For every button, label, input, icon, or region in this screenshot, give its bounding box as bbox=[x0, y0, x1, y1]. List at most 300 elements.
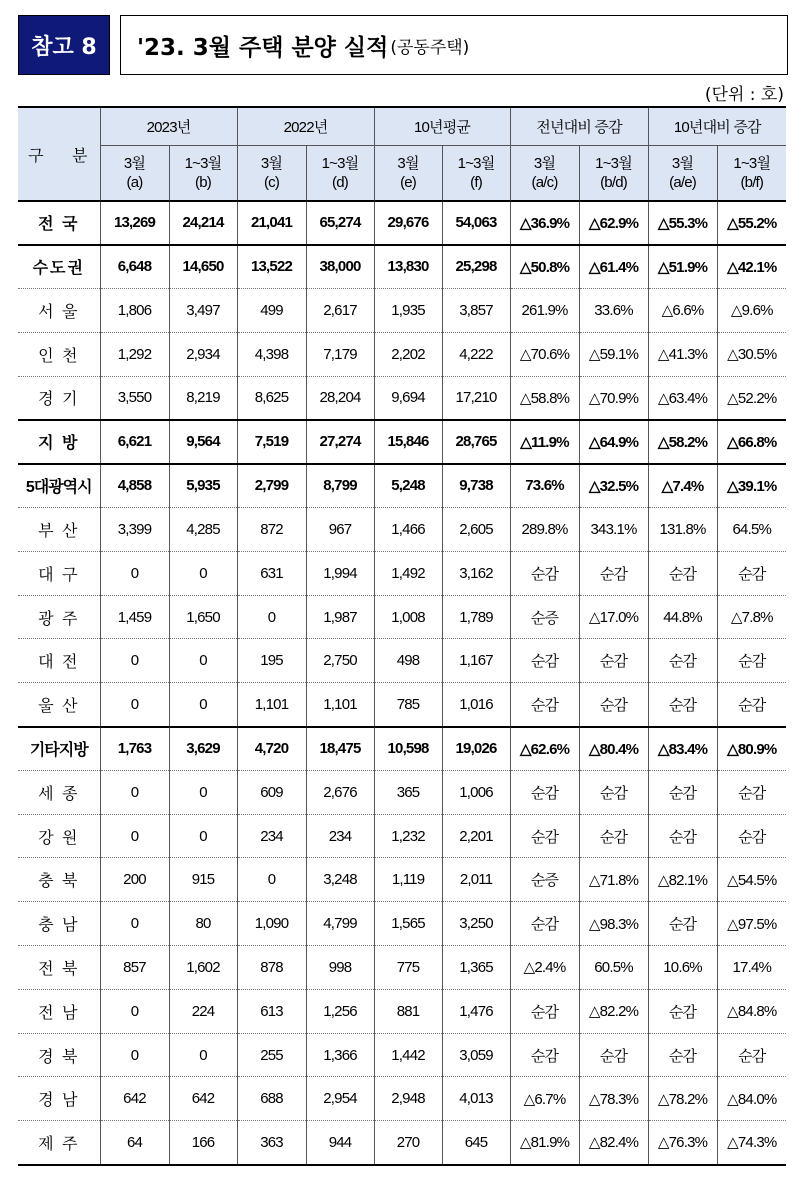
table-row bbox=[18, 1077, 786, 1121]
value-cell: 2,954 bbox=[306, 1077, 374, 1121]
subheader-period: 1~3월 bbox=[321, 154, 359, 172]
value-cell: △70.9% bbox=[579, 376, 648, 420]
region-label: 충 북 bbox=[18, 858, 100, 902]
value-cell: 3,250 bbox=[442, 902, 510, 946]
value-cell: 44.8% bbox=[648, 595, 717, 639]
subheader-cell bbox=[306, 145, 374, 201]
value-cell: 14,650 bbox=[169, 245, 237, 289]
subheader-code: (a/c) bbox=[531, 173, 558, 191]
value-cell: 순감 bbox=[510, 683, 579, 727]
value-cell: △52.2% bbox=[717, 376, 786, 420]
value-cell: 1,602 bbox=[169, 946, 237, 990]
value-cell: △11.9% bbox=[510, 420, 579, 464]
subheader-cell bbox=[717, 145, 786, 201]
value-cell: 642 bbox=[100, 1077, 169, 1121]
reference-badge: 참고 8 bbox=[18, 15, 110, 75]
subheader-period: 1~3월 bbox=[457, 154, 495, 172]
value-cell: 363 bbox=[237, 1121, 306, 1165]
value-cell: 19,026 bbox=[442, 727, 510, 771]
value-cell: 7,179 bbox=[306, 332, 374, 376]
value-cell: 60.5% bbox=[579, 946, 648, 990]
value-cell: △98.3% bbox=[579, 902, 648, 946]
value-cell: 24,214 bbox=[169, 201, 237, 245]
subheader-code: (e) bbox=[400, 173, 416, 191]
value-cell: 순감 bbox=[648, 814, 717, 858]
table-row bbox=[18, 201, 786, 245]
value-cell: 순감 bbox=[648, 683, 717, 727]
value-cell: △7.8% bbox=[717, 595, 786, 639]
value-cell: 4,222 bbox=[442, 332, 510, 376]
table-row bbox=[18, 332, 786, 376]
value-cell: 0 bbox=[237, 858, 306, 902]
region-label: 울 산 bbox=[18, 683, 100, 727]
value-cell: 순감 bbox=[510, 902, 579, 946]
value-cell: 1,256 bbox=[306, 989, 374, 1033]
value-cell: △66.8% bbox=[717, 420, 786, 464]
value-cell: 8,799 bbox=[306, 464, 374, 508]
value-cell: 1,119 bbox=[374, 858, 442, 902]
value-cell: 857 bbox=[100, 946, 169, 990]
value-cell: 3,629 bbox=[169, 727, 237, 771]
value-cell: 64.5% bbox=[717, 508, 786, 552]
subheader-period: 3월 bbox=[533, 154, 556, 172]
value-cell: 64 bbox=[100, 1121, 169, 1165]
table-body bbox=[18, 201, 786, 1165]
value-cell: △76.3% bbox=[648, 1121, 717, 1165]
table-row bbox=[18, 420, 786, 464]
value-cell: △9.6% bbox=[717, 289, 786, 333]
value-cell: 순감 bbox=[510, 814, 579, 858]
value-cell: 1,565 bbox=[374, 902, 442, 946]
value-cell: 9,738 bbox=[442, 464, 510, 508]
value-cell: 6,648 bbox=[100, 245, 169, 289]
value-cell: 순감 bbox=[648, 1033, 717, 1077]
page-title: '23. 3월 주택 분양 실적 bbox=[137, 34, 389, 61]
value-cell: 195 bbox=[237, 639, 306, 683]
subheader-code: (b/d) bbox=[600, 173, 627, 191]
value-cell: 38,000 bbox=[306, 245, 374, 289]
table-row bbox=[18, 902, 786, 946]
region-label: 강 원 bbox=[18, 814, 100, 858]
value-cell: 순감 bbox=[648, 551, 717, 595]
value-cell: 0 bbox=[100, 902, 169, 946]
value-cell: 순감 bbox=[717, 770, 786, 814]
value-cell: △71.8% bbox=[579, 858, 648, 902]
value-cell: △54.5% bbox=[717, 858, 786, 902]
value-cell: △80.4% bbox=[579, 727, 648, 771]
region-label: 충 남 bbox=[18, 902, 100, 946]
value-cell: △2.4% bbox=[510, 946, 579, 990]
value-cell: 1,987 bbox=[306, 595, 374, 639]
value-cell: 순감 bbox=[717, 683, 786, 727]
value-cell: 순감 bbox=[717, 639, 786, 683]
value-cell: 1,167 bbox=[442, 639, 510, 683]
subheader-cell bbox=[374, 145, 442, 201]
value-cell: 613 bbox=[237, 989, 306, 1033]
value-cell: 0 bbox=[100, 989, 169, 1033]
value-cell: △62.6% bbox=[510, 727, 579, 771]
value-cell: △82.1% bbox=[648, 858, 717, 902]
subheader-code: (b/f) bbox=[740, 173, 764, 191]
value-cell: △36.9% bbox=[510, 201, 579, 245]
group-header: 전년대비 증감 bbox=[510, 107, 648, 145]
value-cell: 5,248 bbox=[374, 464, 442, 508]
table-row bbox=[18, 289, 786, 333]
subheader-period: 1~3월 bbox=[733, 154, 771, 172]
value-cell: 688 bbox=[237, 1077, 306, 1121]
value-cell: 순감 bbox=[717, 1033, 786, 1077]
value-cell: 234 bbox=[237, 814, 306, 858]
value-cell: 1,101 bbox=[237, 683, 306, 727]
group-header: 2023년 bbox=[100, 107, 237, 145]
value-cell: △42.1% bbox=[717, 245, 786, 289]
value-cell: △63.4% bbox=[648, 376, 717, 420]
value-cell: 33.6% bbox=[579, 289, 648, 333]
value-cell: 73.6% bbox=[510, 464, 579, 508]
value-cell: 3,059 bbox=[442, 1033, 510, 1077]
subheader-cell bbox=[169, 145, 237, 201]
table-row bbox=[18, 245, 786, 289]
value-cell: 498 bbox=[374, 639, 442, 683]
value-cell: 915 bbox=[169, 858, 237, 902]
value-cell: △58.8% bbox=[510, 376, 579, 420]
value-cell: △62.9% bbox=[579, 201, 648, 245]
value-cell: △58.2% bbox=[648, 420, 717, 464]
value-cell: 28,204 bbox=[306, 376, 374, 420]
value-cell: △78.3% bbox=[579, 1077, 648, 1121]
value-cell: 순감 bbox=[579, 683, 648, 727]
value-cell: △78.2% bbox=[648, 1077, 717, 1121]
table-row bbox=[18, 595, 786, 639]
value-cell: 0 bbox=[237, 595, 306, 639]
value-cell: 13,269 bbox=[100, 201, 169, 245]
value-cell: 642 bbox=[169, 1077, 237, 1121]
value-cell: △97.5% bbox=[717, 902, 786, 946]
value-cell: 0 bbox=[100, 814, 169, 858]
table-row bbox=[18, 1033, 786, 1077]
value-cell: 27,274 bbox=[306, 420, 374, 464]
region-label: 전 북 bbox=[18, 946, 100, 990]
subheader-cell bbox=[100, 145, 169, 201]
region-label: 전 국 bbox=[18, 201, 100, 245]
value-cell: 54,063 bbox=[442, 201, 510, 245]
table-row bbox=[18, 1121, 786, 1165]
value-cell: 1,789 bbox=[442, 595, 510, 639]
value-cell: 순감 bbox=[510, 551, 579, 595]
value-cell: 순감 bbox=[717, 814, 786, 858]
subheader-cell bbox=[237, 145, 306, 201]
value-cell: 967 bbox=[306, 508, 374, 552]
value-cell: 4,799 bbox=[306, 902, 374, 946]
value-cell: △51.9% bbox=[648, 245, 717, 289]
value-cell: 1,006 bbox=[442, 770, 510, 814]
value-cell: 0 bbox=[169, 551, 237, 595]
table-row bbox=[18, 770, 786, 814]
value-cell: 4,720 bbox=[237, 727, 306, 771]
value-cell: 1,492 bbox=[374, 551, 442, 595]
value-cell: 순감 bbox=[579, 639, 648, 683]
row-header: 구 분 bbox=[18, 107, 100, 201]
table-row bbox=[18, 551, 786, 595]
value-cell: △74.3% bbox=[717, 1121, 786, 1165]
value-cell: 3,248 bbox=[306, 858, 374, 902]
value-cell: 4,398 bbox=[237, 332, 306, 376]
value-cell: 순감 bbox=[717, 551, 786, 595]
value-cell: 0 bbox=[100, 639, 169, 683]
value-cell: 80 bbox=[169, 902, 237, 946]
title-box bbox=[120, 15, 788, 75]
value-cell: 872 bbox=[237, 508, 306, 552]
region-label: 대 전 bbox=[18, 639, 100, 683]
value-cell: 1,366 bbox=[306, 1033, 374, 1077]
subheader-code: (a) bbox=[126, 173, 143, 191]
value-cell: △81.9% bbox=[510, 1121, 579, 1165]
table-row bbox=[18, 639, 786, 683]
housing-sales-table bbox=[18, 106, 786, 1166]
subheader-code: (f) bbox=[470, 173, 482, 191]
value-cell: 2,201 bbox=[442, 814, 510, 858]
value-cell: 878 bbox=[237, 946, 306, 990]
subheader-cell bbox=[648, 145, 717, 201]
value-cell: 1,476 bbox=[442, 989, 510, 1033]
value-cell: 1,090 bbox=[237, 902, 306, 946]
unit-label: (단위 : 호) bbox=[704, 85, 784, 105]
value-cell: 18,475 bbox=[306, 727, 374, 771]
value-cell: 15,846 bbox=[374, 420, 442, 464]
table-header bbox=[18, 107, 786, 201]
value-cell: 순감 bbox=[510, 770, 579, 814]
value-cell: 2,617 bbox=[306, 289, 374, 333]
table-row bbox=[18, 683, 786, 727]
value-cell: 2,011 bbox=[442, 858, 510, 902]
table-row bbox=[18, 858, 786, 902]
region-label: 경 남 bbox=[18, 1077, 100, 1121]
value-cell: 1,442 bbox=[374, 1033, 442, 1077]
value-cell: 1,459 bbox=[100, 595, 169, 639]
value-cell: △30.5% bbox=[717, 332, 786, 376]
value-cell: 1,008 bbox=[374, 595, 442, 639]
value-cell: 1,016 bbox=[442, 683, 510, 727]
value-cell: △41.3% bbox=[648, 332, 717, 376]
value-cell: 8,219 bbox=[169, 376, 237, 420]
subheader-code: (c) bbox=[263, 173, 280, 191]
value-cell: 1,365 bbox=[442, 946, 510, 990]
value-cell: 775 bbox=[374, 946, 442, 990]
table-row bbox=[18, 508, 786, 552]
value-cell: △64.9% bbox=[579, 420, 648, 464]
value-cell: 순감 bbox=[510, 1033, 579, 1077]
value-cell: 65,274 bbox=[306, 201, 374, 245]
value-cell: 4,285 bbox=[169, 508, 237, 552]
value-cell: 순감 bbox=[510, 989, 579, 1033]
value-cell: 10.6% bbox=[648, 946, 717, 990]
value-cell: 순감 bbox=[579, 1033, 648, 1077]
region-label: 서 울 bbox=[18, 289, 100, 333]
value-cell: △50.8% bbox=[510, 245, 579, 289]
value-cell: 1,763 bbox=[100, 727, 169, 771]
value-cell: △32.5% bbox=[579, 464, 648, 508]
value-cell: 1,292 bbox=[100, 332, 169, 376]
value-cell: 343.1% bbox=[579, 508, 648, 552]
value-cell: △55.3% bbox=[648, 201, 717, 245]
value-cell: 6,621 bbox=[100, 420, 169, 464]
region-label: 5대광역시 bbox=[18, 464, 100, 508]
value-cell: 1,232 bbox=[374, 814, 442, 858]
value-cell: 1,806 bbox=[100, 289, 169, 333]
value-cell: 25,298 bbox=[442, 245, 510, 289]
value-cell: 순감 bbox=[510, 639, 579, 683]
document-header bbox=[18, 15, 788, 77]
value-cell: 0 bbox=[169, 770, 237, 814]
value-cell: 1,101 bbox=[306, 683, 374, 727]
value-cell: 0 bbox=[169, 639, 237, 683]
value-cell: 9,564 bbox=[169, 420, 237, 464]
value-cell: 순감 bbox=[648, 989, 717, 1033]
value-cell: 261.9% bbox=[510, 289, 579, 333]
value-cell: △61.4% bbox=[579, 245, 648, 289]
value-cell: 순감 bbox=[579, 551, 648, 595]
value-cell: △70.6% bbox=[510, 332, 579, 376]
table-row bbox=[18, 989, 786, 1033]
value-cell: 13,830 bbox=[374, 245, 442, 289]
subheader-period: 1~3월 bbox=[184, 154, 222, 172]
region-label: 전 남 bbox=[18, 989, 100, 1033]
value-cell: △17.0% bbox=[579, 595, 648, 639]
subheader-cell bbox=[579, 145, 648, 201]
value-cell: △84.8% bbox=[717, 989, 786, 1033]
value-cell: △7.4% bbox=[648, 464, 717, 508]
table-row bbox=[18, 464, 786, 508]
value-cell: 9,694 bbox=[374, 376, 442, 420]
value-cell: 609 bbox=[237, 770, 306, 814]
value-cell: 499 bbox=[237, 289, 306, 333]
value-cell: 131.8% bbox=[648, 508, 717, 552]
value-cell: 365 bbox=[374, 770, 442, 814]
value-cell: 순감 bbox=[648, 639, 717, 683]
value-cell: 3,857 bbox=[442, 289, 510, 333]
value-cell: 2,799 bbox=[237, 464, 306, 508]
value-cell: 3,497 bbox=[169, 289, 237, 333]
subheader-period: 3월 bbox=[397, 154, 419, 172]
value-cell: △80.9% bbox=[717, 727, 786, 771]
value-cell: △82.2% bbox=[579, 989, 648, 1033]
region-label: 지 방 bbox=[18, 420, 100, 464]
value-cell: 1,935 bbox=[374, 289, 442, 333]
value-cell: 순감 bbox=[579, 770, 648, 814]
value-cell: 0 bbox=[169, 683, 237, 727]
region-label: 부 산 bbox=[18, 508, 100, 552]
value-cell: △83.4% bbox=[648, 727, 717, 771]
value-cell: 0 bbox=[100, 770, 169, 814]
value-cell: 785 bbox=[374, 683, 442, 727]
value-cell: 0 bbox=[100, 551, 169, 595]
value-cell: 21,041 bbox=[237, 201, 306, 245]
value-cell: 2,750 bbox=[306, 639, 374, 683]
table-row bbox=[18, 376, 786, 420]
value-cell: 29,676 bbox=[374, 201, 442, 245]
region-label: 경 기 bbox=[18, 376, 100, 420]
value-cell: 1,466 bbox=[374, 508, 442, 552]
value-cell: 3,162 bbox=[442, 551, 510, 595]
value-cell: 270 bbox=[374, 1121, 442, 1165]
value-cell: 200 bbox=[100, 858, 169, 902]
value-cell: 순감 bbox=[579, 814, 648, 858]
subheader-code: (a/e) bbox=[669, 173, 696, 191]
subheader-code: (d) bbox=[332, 173, 348, 191]
subheader-cell bbox=[510, 145, 579, 201]
value-cell: 28,765 bbox=[442, 420, 510, 464]
value-cell: 2,948 bbox=[374, 1077, 442, 1121]
value-cell: 10,598 bbox=[374, 727, 442, 771]
value-cell: 순감 bbox=[648, 902, 717, 946]
value-cell: 17.4% bbox=[717, 946, 786, 990]
region-label: 대 구 bbox=[18, 551, 100, 595]
value-cell: △6.6% bbox=[648, 289, 717, 333]
value-cell: 순증 bbox=[510, 595, 579, 639]
value-cell: △84.0% bbox=[717, 1077, 786, 1121]
value-cell: 2,934 bbox=[169, 332, 237, 376]
group-header: 10년평균 bbox=[374, 107, 510, 145]
value-cell: △59.1% bbox=[579, 332, 648, 376]
region-label: 제 주 bbox=[18, 1121, 100, 1165]
value-cell: 1,650 bbox=[169, 595, 237, 639]
region-label: 인 천 bbox=[18, 332, 100, 376]
value-cell: △6.7% bbox=[510, 1077, 579, 1121]
value-cell: 255 bbox=[237, 1033, 306, 1077]
value-cell: 0 bbox=[100, 683, 169, 727]
value-cell: 1,994 bbox=[306, 551, 374, 595]
subheader-period: 3월 bbox=[260, 154, 283, 172]
value-cell: 4,013 bbox=[442, 1077, 510, 1121]
value-cell: 3,399 bbox=[100, 508, 169, 552]
value-cell: 8,625 bbox=[237, 376, 306, 420]
value-cell: 289.8% bbox=[510, 508, 579, 552]
subheader-period: 3월 bbox=[671, 154, 694, 172]
value-cell: 4,858 bbox=[100, 464, 169, 508]
value-cell: 234 bbox=[306, 814, 374, 858]
region-label: 세 종 bbox=[18, 770, 100, 814]
value-cell: 순감 bbox=[648, 770, 717, 814]
value-cell: 순증 bbox=[510, 858, 579, 902]
page-subtitle: (공동주택) bbox=[390, 37, 470, 58]
subheader-period: 3월 bbox=[123, 154, 146, 172]
value-cell: 631 bbox=[237, 551, 306, 595]
table-row bbox=[18, 814, 786, 858]
value-cell: 17,210 bbox=[442, 376, 510, 420]
value-cell: 166 bbox=[169, 1121, 237, 1165]
value-cell: 7,519 bbox=[237, 420, 306, 464]
group-header: 2022년 bbox=[237, 107, 374, 145]
subheader-cell bbox=[442, 145, 510, 201]
region-label: 경 북 bbox=[18, 1033, 100, 1077]
subheader-period: 1~3월 bbox=[595, 154, 632, 172]
subheader-code: (b) bbox=[195, 173, 211, 191]
value-cell: 0 bbox=[100, 1033, 169, 1077]
region-label: 기타지방 bbox=[18, 727, 100, 771]
table-row bbox=[18, 727, 786, 771]
value-cell: 998 bbox=[306, 946, 374, 990]
value-cell: 13,522 bbox=[237, 245, 306, 289]
table-row bbox=[18, 946, 786, 990]
value-cell: △39.1% bbox=[717, 464, 786, 508]
value-cell: 0 bbox=[169, 814, 237, 858]
value-cell: 2,202 bbox=[374, 332, 442, 376]
value-cell: 2,676 bbox=[306, 770, 374, 814]
region-label: 수도권 bbox=[18, 245, 100, 289]
group-header: 10년대비 증감 bbox=[648, 107, 786, 145]
region-label: 광 주 bbox=[18, 595, 100, 639]
value-cell: 3,550 bbox=[100, 376, 169, 420]
